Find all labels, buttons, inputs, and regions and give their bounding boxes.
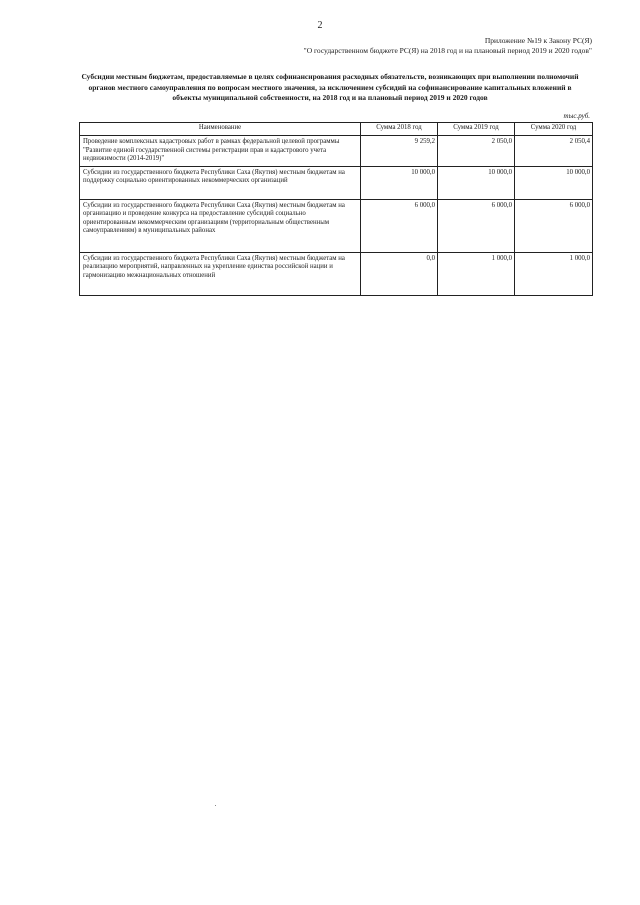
row-amount-2018: 0,0 (361, 252, 438, 295)
table-row (80, 166, 593, 199)
row-name: Субсидии из государственного бюджета Республики Саха (Якутия) местным бюджетам на поддержку социально ориентированных некоммерческих организаций (80, 166, 361, 199)
header-2019: Сумма 2019 год (438, 123, 515, 136)
row-amount-2020: 2 050,4 (515, 136, 593, 167)
row-name: Субсидии из государственного бюджета Республики Саха (Якутия) местным бюджетам на организацию и проведение конкурса на предоставление субсидий социально ориентированным некоммерческим организациям (территориальным общественным самоуправлениям) в муниципальных районах (80, 199, 361, 252)
row-amount-2018: 6 000,0 (361, 199, 438, 252)
scan-speck (215, 805, 216, 806)
annex-header (304, 36, 592, 56)
header-name: Наименование (80, 123, 361, 136)
annex-line-1: Приложение №19 к Закону РС(Я) (484, 36, 592, 45)
table-header-row (80, 123, 593, 136)
row-name: Субсидии из государственного бюджета Республики Саха (Якутия) местным бюджетам на реализацию мероприятий, направленных на укрепление единства российской нации и гармонизацию межнациональных отношений (80, 252, 361, 295)
header-2018: Сумма 2018 год (361, 123, 438, 136)
header-2020: Сумма 2020 год (515, 123, 593, 136)
table-row (80, 252, 593, 295)
document-title: Субсидии местным бюджетам, предоставляемые в целях софинансирования расходных обязательств, возникающих при выполнении полномочий органов местного самоуправления по вопросам местного значения, за исключением субсидий на софинансирование капитальных вложений в объекты муниципальной собственности, на 2018 год и на плановый период 2019 и 2020 годов (81, 72, 579, 102)
row-amount-2018: 10 000,0 (361, 166, 438, 199)
annex-line-2: "О государственном бюджете РС(Я) на 2018 год и на плановый период 2019 и 2020 годов" (303, 46, 592, 55)
page-number: 2 (317, 20, 323, 31)
row-name: Проведение комплексных кадастровых работ в рамках федеральной целевой программы "Развитие единой государственной системы регистрации прав и кадастрового учета недвижимости (2014-2019)" (80, 136, 361, 167)
row-amount-2020: 10 000,0 (515, 166, 593, 199)
row-amount-2019: 2 050,0 (438, 136, 515, 167)
table-row (80, 136, 593, 167)
row-amount-2018: 9 259,2 (361, 136, 438, 167)
row-amount-2019: 10 000,0 (438, 166, 515, 199)
units-label: тыс.руб. (563, 112, 590, 120)
row-amount-2019: 1 000,0 (438, 252, 515, 295)
subsidies-table (79, 122, 593, 296)
row-amount-2020: 1 000,0 (515, 252, 593, 295)
table-row (80, 199, 593, 252)
row-amount-2019: 6 000,0 (438, 199, 515, 252)
row-amount-2020: 6 000,0 (515, 199, 593, 252)
